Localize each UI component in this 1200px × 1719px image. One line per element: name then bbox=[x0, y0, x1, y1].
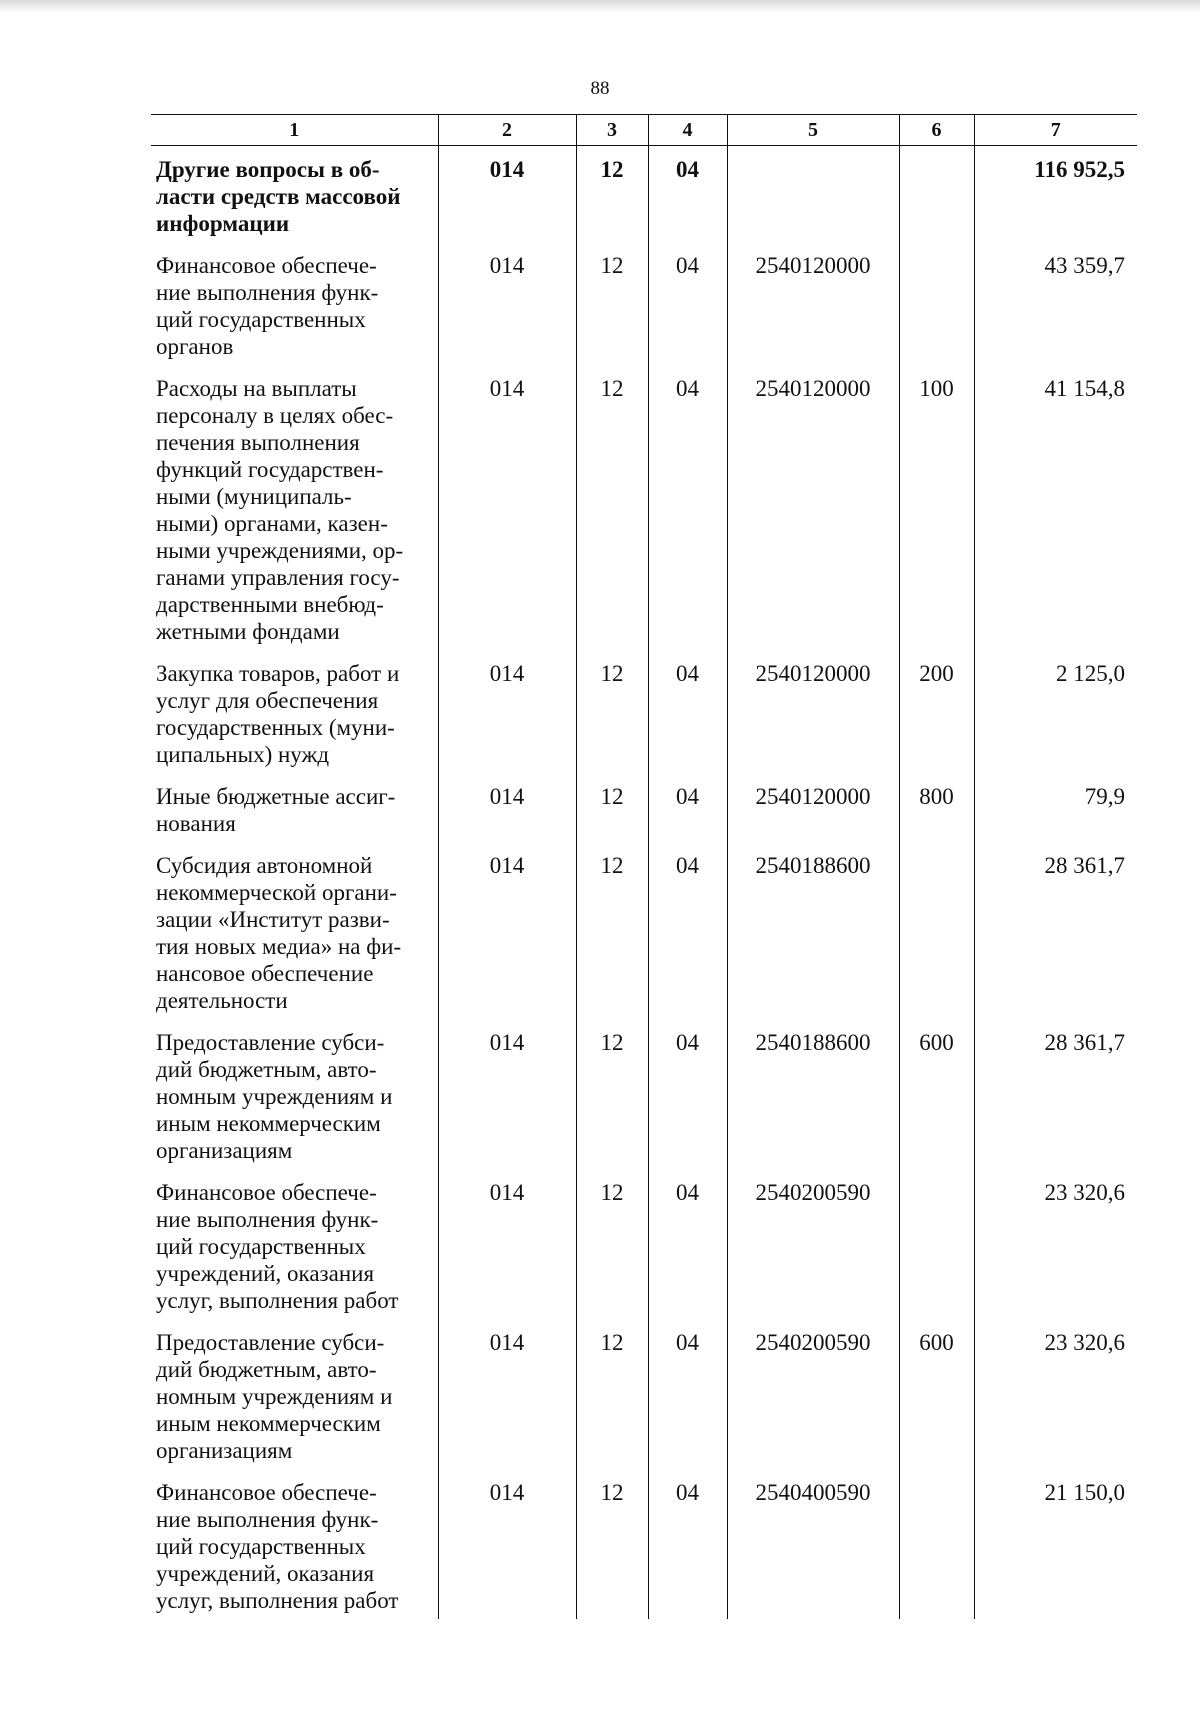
section-code-cell: 12 bbox=[576, 1169, 648, 1319]
ministry-code-cell: 014 bbox=[438, 1019, 576, 1169]
subsection-code-cell: 04 bbox=[648, 650, 727, 773]
ministry-code-cell: 014 bbox=[438, 1169, 576, 1319]
section-code-cell: 12 bbox=[576, 146, 648, 243]
item-name-cell: Закупка товаров, работ и услуг для обеспечения государственных (муни- ципальных) нужд bbox=[156, 661, 400, 767]
scan-edge bbox=[0, 0, 1200, 14]
amount-cell: 116 952,5 bbox=[974, 146, 1137, 243]
expense-type-cell: 600 bbox=[899, 1319, 974, 1469]
target-article-cell: 2540120000 bbox=[727, 365, 899, 650]
expense-type-cell bbox=[899, 146, 974, 243]
subsection-code-cell: 04 bbox=[648, 1019, 727, 1169]
expense-type-cell: 100 bbox=[899, 365, 974, 650]
expense-type-cell bbox=[899, 842, 974, 1019]
subsection-code-cell: 04 bbox=[648, 773, 727, 842]
target-article-cell: 2540200590 bbox=[727, 1319, 899, 1469]
expense-type-cell: 800 bbox=[899, 773, 974, 842]
column-header-2: 2 bbox=[438, 115, 576, 146]
ministry-code-cell: 014 bbox=[438, 365, 576, 650]
amount-cell: 41 154,8 bbox=[974, 365, 1137, 650]
table-row bbox=[151, 146, 1137, 243]
expense-type-cell: 600 bbox=[899, 1019, 974, 1169]
section-code-cell: 12 bbox=[576, 242, 648, 365]
target-article-cell: 2540200590 bbox=[727, 1169, 899, 1319]
table-body bbox=[151, 146, 1137, 1620]
table-row bbox=[151, 650, 1137, 773]
section-code-cell: 12 bbox=[576, 773, 648, 842]
table-row bbox=[151, 1319, 1137, 1469]
column-header-7: 7 bbox=[974, 115, 1137, 146]
table-row bbox=[151, 1169, 1137, 1319]
table-row bbox=[151, 1019, 1137, 1169]
item-name-cell: Предоставление субси- дий бюджетным, авто- номным учреждениям и иным некоммерческим организациям bbox=[156, 1330, 393, 1463]
target-article-cell: 2540120000 bbox=[727, 650, 899, 773]
item-name-cell: Другие вопросы в об- ласти средств массовой информации bbox=[156, 157, 401, 236]
expense-type-cell bbox=[899, 1169, 974, 1319]
table-row bbox=[151, 1469, 1137, 1619]
item-name-cell: Финансовое обеспече- ние выполнения функ- ций государственных органов bbox=[156, 253, 379, 359]
item-name-cell: Предоставление субси- дий бюджетным, авто- номным учреждениям и иным некоммерческим организациям bbox=[156, 1030, 393, 1163]
expense-type-cell: 200 bbox=[899, 650, 974, 773]
section-code-cell: 12 bbox=[576, 842, 648, 1019]
target-article-cell: 2540400590 bbox=[727, 1469, 899, 1619]
column-header-5: 5 bbox=[727, 115, 899, 146]
subsection-code-cell: 04 bbox=[648, 1469, 727, 1619]
item-name-cell: Финансовое обеспече- ние выполнения функ- ций государственных учреждений, оказания услуг, выполнения работ bbox=[156, 1480, 399, 1613]
page-number: 88 bbox=[590, 78, 610, 99]
ministry-code-cell: 014 bbox=[438, 1469, 576, 1619]
item-name-cell: Субсидия автономной некоммерческой органи- зации «Институт разви- тия новых медиа» на фи- нансовое обеспечение деятельности bbox=[156, 853, 402, 1013]
expense-type-cell bbox=[899, 1469, 974, 1619]
column-header-6: 6 bbox=[899, 115, 974, 146]
expense-type-cell bbox=[899, 242, 974, 365]
column-header-1: 1 bbox=[151, 115, 438, 146]
subsection-code-cell: 04 bbox=[648, 242, 727, 365]
ministry-code-cell: 014 bbox=[438, 242, 576, 365]
target-article-cell: 2540188600 bbox=[727, 842, 899, 1019]
column-header-4: 4 bbox=[648, 115, 727, 146]
section-code-cell: 12 bbox=[576, 365, 648, 650]
ministry-code-cell: 014 bbox=[438, 650, 576, 773]
target-article-cell: 2540188600 bbox=[727, 1019, 899, 1169]
ministry-code-cell: 014 bbox=[438, 1319, 576, 1469]
amount-cell: 21 150,0 bbox=[974, 1469, 1137, 1619]
ministry-code-cell: 014 bbox=[438, 842, 576, 1019]
item-name-cell: Расходы на выплаты персоналу в целях обес- печения выполнения функций государствен- ными (муниципаль- ными) органами, казен- ными учреждениями, ор- ганами управления госу- дарственными внебюд- жетными фондами bbox=[156, 376, 404, 644]
target-article-cell bbox=[727, 146, 899, 243]
amount-cell: 79,9 bbox=[974, 773, 1137, 842]
table-header-row bbox=[151, 115, 1137, 146]
section-code-cell: 12 bbox=[576, 1019, 648, 1169]
amount-cell: 2 125,0 bbox=[974, 650, 1137, 773]
item-name-cell: Финансовое обеспече- ние выполнения функ- ций государственных учреждений, оказания услуг, выполнения работ bbox=[156, 1180, 399, 1313]
amount-cell: 28 361,7 bbox=[974, 1019, 1137, 1169]
table-row bbox=[151, 842, 1137, 1019]
column-header-3: 3 bbox=[576, 115, 648, 146]
table-row bbox=[151, 365, 1137, 650]
section-code-cell: 12 bbox=[576, 650, 648, 773]
ministry-code-cell: 014 bbox=[438, 773, 576, 842]
amount-cell: 23 320,6 bbox=[974, 1319, 1137, 1469]
target-article-cell: 2540120000 bbox=[727, 242, 899, 365]
amount-cell: 23 320,6 bbox=[974, 1169, 1137, 1319]
ministry-code-cell: 014 bbox=[438, 146, 576, 243]
budget-table bbox=[151, 114, 1137, 1619]
section-code-cell: 12 bbox=[576, 1469, 648, 1619]
subsection-code-cell: 04 bbox=[648, 146, 727, 243]
table-row bbox=[151, 773, 1137, 842]
table-row bbox=[151, 242, 1137, 365]
subsection-code-cell: 04 bbox=[648, 1169, 727, 1319]
subsection-code-cell: 04 bbox=[648, 842, 727, 1019]
item-name-cell: Иные бюджетные ассиг- нования bbox=[156, 784, 396, 836]
amount-cell: 43 359,7 bbox=[974, 242, 1137, 365]
subsection-code-cell: 04 bbox=[648, 365, 727, 650]
subsection-code-cell: 04 bbox=[648, 1319, 727, 1469]
target-article-cell: 2540120000 bbox=[727, 773, 899, 842]
section-code-cell: 12 bbox=[576, 1319, 648, 1469]
amount-cell: 28 361,7 bbox=[974, 842, 1137, 1019]
